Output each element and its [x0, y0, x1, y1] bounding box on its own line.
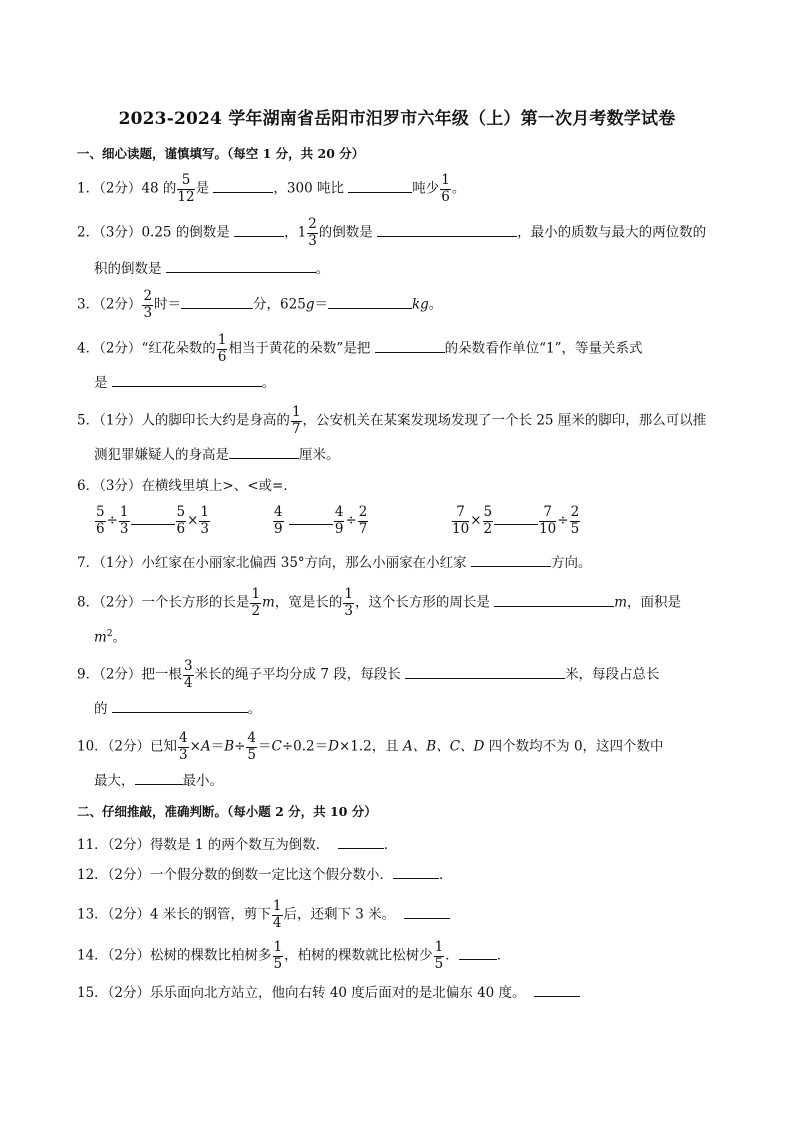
answer-blank[interactable] — [348, 178, 412, 193]
question-10: 10．（2分）已知 $\frac{4}{3}$ ×A＝B÷ $\frac{4}{5}$ ＝C÷0.2＝D×1.2，且 A、B、C、D 四个数均不为 0，这四个数中 — [77, 730, 664, 763]
question-5: 5．（1分）人的脚印长大约是身高的 $\frac{1}{7}$ ，公安机关在某案发现场发现了一个长 25 厘米的脚印，那么可以推 — [77, 404, 707, 437]
comparison-row — [77, 506, 722, 542]
fraction: $\frac{1}{6}$ — [217, 332, 227, 365]
question-2: 2．（3分）0.25 的倒数是 ，1 $\frac{2}{3}$ 的倒数是 ，最小的质数与最大的两位数的 — [77, 216, 707, 249]
answer-blank[interactable] — [405, 664, 565, 679]
question-7: 7．（1分）小红家在小丽家北偏西 35°方向，那么小丽家在小红家 方向。 — [77, 552, 722, 573]
question-3: 3．（2分） $\frac{2}{3}$ 时＝ 分，625g＝ kg。 — [77, 288, 443, 321]
comparison-3: $\frac{7}{10}$ × $\frac{5}{2}$ $\frac{7}{10}$ ÷ $\frac{2}{5}$ — [452, 504, 580, 537]
question-number: 11．（2分） — [77, 837, 151, 853]
answer-blank[interactable] — [229, 444, 299, 459]
answer-blank[interactable] — [494, 592, 614, 607]
question-13: 13．（2分）4 米长的钢管，剪下 $\frac{1}{4}$ 后，还剩下 3 米。 — [77, 900, 722, 930]
answer-blank[interactable] — [213, 178, 273, 193]
question-number: 2．（3分） — [77, 224, 142, 241]
question-number: 7．（1分） — [77, 555, 142, 571]
question-4: 4．（2分）“红花朵数的 $\frac{1}{6}$ 相当于黄花的朵数”是把 的朵数看作单位“1”，等量关系式 — [77, 332, 643, 365]
answer-blank[interactable] — [328, 294, 412, 309]
question-number: 4．（2分） — [77, 340, 142, 357]
question-number: 9．（2分） — [77, 666, 142, 683]
comparison-1: $\frac{5}{6}$ ÷ $\frac{1}{3}$ $\frac{5}{6}$ × $\frac{1}{3}$ — [96, 504, 209, 537]
answer-blank[interactable] — [375, 338, 445, 353]
page-title: 2023-2024 学年湖南省岳阳市汨罗市六年级（上）第一次月考数学试卷 — [118, 109, 676, 129]
fraction: $\frac{1}{7}$ — [291, 404, 301, 437]
answer-blank[interactable] — [131, 510, 175, 525]
question-10-continued: 最大， 最小。 — [94, 770, 223, 791]
question-12: 12．（2分）一个假分数的倒数一定比这个假分数小． ． — [77, 864, 722, 885]
answer-blank[interactable] — [166, 258, 316, 273]
fraction: $\frac{1}{4}$ — [272, 898, 282, 931]
question-number: 13．（2分） — [77, 906, 151, 923]
fraction: $\frac{5}{12}$ — [177, 172, 195, 205]
answer-blank[interactable] — [234, 222, 284, 237]
question-2-continued: 积的倒数是 。 — [94, 258, 329, 279]
answer-blank[interactable] — [135, 770, 183, 785]
answer-blank[interactable] — [534, 982, 580, 997]
answer-blank[interactable] — [471, 552, 551, 567]
question-15: 15．（2分）乐乐面向北方站立，他向右转 40 度后面对的是北偏东 40 度。 — [77, 982, 722, 1003]
question-11: 11．（2分）得数是 1 的两个数互为倒数． ． — [77, 834, 722, 855]
answer-blank[interactable] — [393, 864, 439, 879]
question-9-continued: 的 。 — [94, 698, 261, 719]
answer-blank[interactable] — [289, 510, 333, 525]
answer-blank[interactable] — [181, 294, 253, 309]
question-1: 1．（2分）48 的 $\frac{5}{12}$ 是 ，300 吨比 吨少 $\frac{1}{6}$ 。 — [77, 172, 466, 205]
fraction: $\frac{1}{3}$ — [344, 586, 353, 619]
question-number: 1．（2分） — [77, 180, 142, 197]
fraction: $\frac{1}{2}$ — [251, 586, 261, 619]
fraction: $\frac{4}{3}$ — [179, 730, 188, 763]
question-number: 14．（2分） — [77, 947, 151, 964]
answer-blank[interactable] — [404, 904, 450, 919]
question-6: 6．（3分）在横线里填上>、<或=． — [77, 478, 297, 494]
fraction: $\frac{2}{3}$ — [143, 288, 153, 321]
question-4-continued: 是 。 — [94, 372, 275, 393]
section-heading-2: 二、仔细推敲，准确判断。（每小题 2 分，共 10 分） — [77, 804, 377, 819]
fraction: $\frac{4}{5}$ — [247, 730, 257, 763]
question-number: 10．（2分） — [77, 738, 151, 755]
answer-blank[interactable] — [112, 372, 262, 387]
question-8-continued: $m^2$。 — [94, 629, 127, 646]
question-number: 8．（2分） — [77, 594, 142, 611]
question-number: 12．（2分） — [77, 867, 151, 883]
question-number: 5．（1分） — [77, 412, 142, 429]
fraction: $\frac{1}{6}$ — [441, 172, 450, 205]
section-heading-1: 一、细心读题，谨慎填写。（每空 1 分，共 20 分） — [77, 146, 365, 161]
question-9: 9．（2分）把一根 $\frac{3}{4}$ 米长的绳子平均分成 7 段，每段长 米，每段占总长 — [77, 658, 660, 691]
answer-blank[interactable] — [377, 222, 517, 237]
fraction: $\frac{1}{5}$ — [273, 939, 283, 972]
question-8: 8．（2分）一个长方形的长是 $\frac{1}{2}$ m，宽是长的 $\frac{1}{3}$ ，这个长方形的周长是 m，面积是 — [77, 586, 682, 619]
question-5-continued: 测犯罪嫌疑人的身高是 厘米。 — [94, 444, 340, 465]
question-number: 15．（2分） — [77, 985, 151, 1001]
answer-blank[interactable] — [459, 945, 497, 960]
fraction: $\frac{3}{4}$ — [183, 658, 193, 691]
question-number: 6．（3分） — [77, 478, 142, 494]
answer-blank[interactable] — [112, 698, 248, 713]
fraction: $\frac{1}{5}$ — [434, 939, 444, 972]
answer-blank[interactable] — [494, 510, 538, 525]
comparison-2: $\frac{4}{9}$ $\frac{4}{9}$ ÷ $\frac{2}{7}$ — [274, 504, 368, 537]
mixed-number: 1 $\frac{2}{3}$ — [297, 216, 317, 249]
question-14: 14．（2分）松树的棵数比柏树多 $\frac{1}{5}$ ，柏树的棵数就比松树少 $\frac{1}{5}$ ． ． — [77, 939, 511, 972]
question-number: 3．（2分） — [77, 296, 142, 313]
answer-blank[interactable] — [338, 834, 384, 849]
